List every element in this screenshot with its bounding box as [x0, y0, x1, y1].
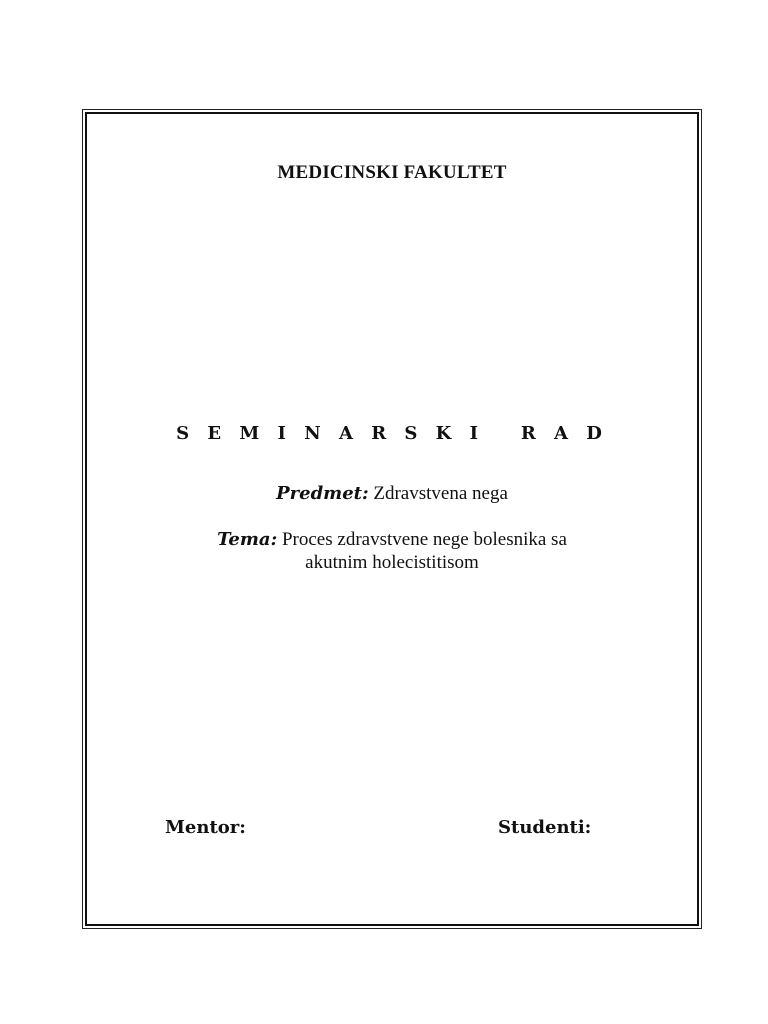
topic-label: Tema:: [217, 529, 278, 550]
mentor-label: Mentor:: [165, 817, 246, 838]
document-title: S E M I N A R S K I R A D: [176, 423, 608, 444]
students-label: Studenti:: [498, 817, 592, 838]
subject-colon: :: [361, 483, 369, 504]
subject-line: [85, 483, 699, 505]
faculty-name: MEDICINSKI FAKULTET: [277, 162, 507, 183]
topic-value-line1: Proces zdravstvene nege bolesnika sa: [277, 529, 567, 550]
topic-block: [85, 528, 699, 574]
page-border-inner: [85, 112, 699, 926]
topic-value-line2: akutnim holecistitisom: [305, 552, 479, 573]
subject-value: Zdravstvena nega: [368, 483, 508, 504]
subject-label: Predmet: [276, 483, 362, 504]
